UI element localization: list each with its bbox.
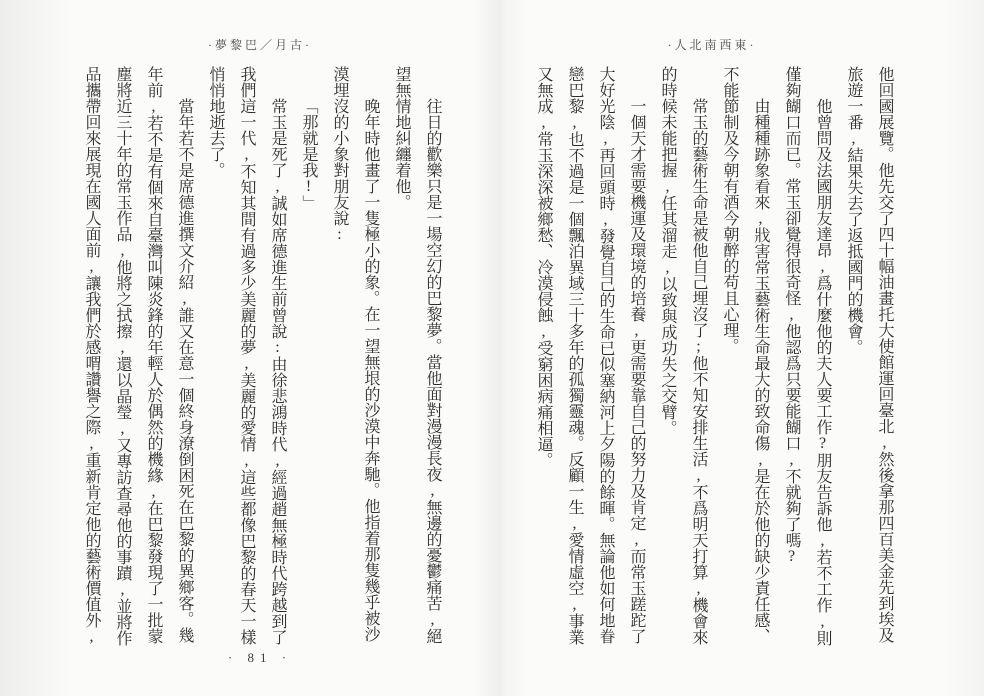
paragraph: 常玉是死了,誠如席德進生前曾說:由徐悲鴻時代,經過趙無極時代跨越到了我們這一代,不知其間有過多少美麗的夢,美麗的愛情,這些都像巴黎的春天一樣悄悄地逝去了。 (207, 66, 286, 645)
spine-gutter-shadow (474, 0, 530, 696)
left-page-body (72, 66, 448, 650)
paragraph: 他曾問及法國朋友達昂,爲什麼他的夫人要工作?朋友告訴他,若不工作,則僅夠餬口而已。常玉卻覺得很奇怪,他認爲只要能餬口,不就夠了嗎? (783, 66, 831, 646)
right-edge-shadow (944, 0, 984, 696)
right-page-body (524, 66, 900, 650)
paragraph: 常玉的藝術生命是被他自己埋沒了;他不知安排生活,不爲明天打算,機會來的時候未能把握,任其溜走,以致與成功失之交臂。 (659, 66, 707, 645)
paragraph: 當年若不是席德進撰文介紹,誰又在意一個終身潦倒困死在巴黎的異鄉客。幾年前,若不是有個來自臺灣叫陳炎鋒的年輕人於偶然的機緣,在巴黎發現了一批蒙塵將近三十年的常玉作品,他將之拭擦,還以晶瑩,又專訪查尋他的事蹟,並將作品攜帶回來展現在國人面前,讓我們於感喟讚譽之際,重新肯定他的藝術價值外, (83, 66, 193, 646)
paragraph: 晚年時他畫了一隻極小的象。在一望無垠的沙漠中奔馳。他指着那隻幾乎被沙漠埋沒的小象對朋友說: (331, 66, 379, 642)
left-page-running-header: ·夢黎巴／月古· (208, 38, 312, 52)
right-page-running-header: ·人北南西東· (667, 38, 757, 52)
paragraph: 往日的歡樂只是一場空幻的巴黎夢。當他面對漫漫長夜,無邊的憂鬱痛苦,絕望無情地糾纏着他。 (393, 66, 441, 644)
paragraph: 由種種跡象看來,戕害常玉藝術生命最大的致命傷,是在於他的缺少責任感、不能節制及今朝有酒今朝醉的苟且心理。 (721, 66, 769, 644)
paragraph: 他回國展覽。他先交了四十幅油畫托大使館運回臺北,然後拿那四百美金先到埃及旅遊一番,結果失去了返抵國門的機會。 (845, 66, 893, 643)
left-edge-shadow (0, 0, 72, 696)
paragraph: 一個天才需要機運及環境的培養,更需要靠自己的努力及肯定,而常玉蹉跎了大好光陰,再回頭時,發覺自己的生命已似塞納河上夕陽的餘暉。無論他如何地眷戀巴黎,也不過是一個飄泊異域三十多年的孤獨靈魂。反顧一生,愛情虛空,事業又無成,常玉深深被鄉愁、冷漠侵蝕,受窮困病痛相逼。 (535, 66, 645, 645)
page-number: · 81 · (227, 650, 293, 665)
paragraph: 「那就是我!」 (300, 98, 317, 211)
